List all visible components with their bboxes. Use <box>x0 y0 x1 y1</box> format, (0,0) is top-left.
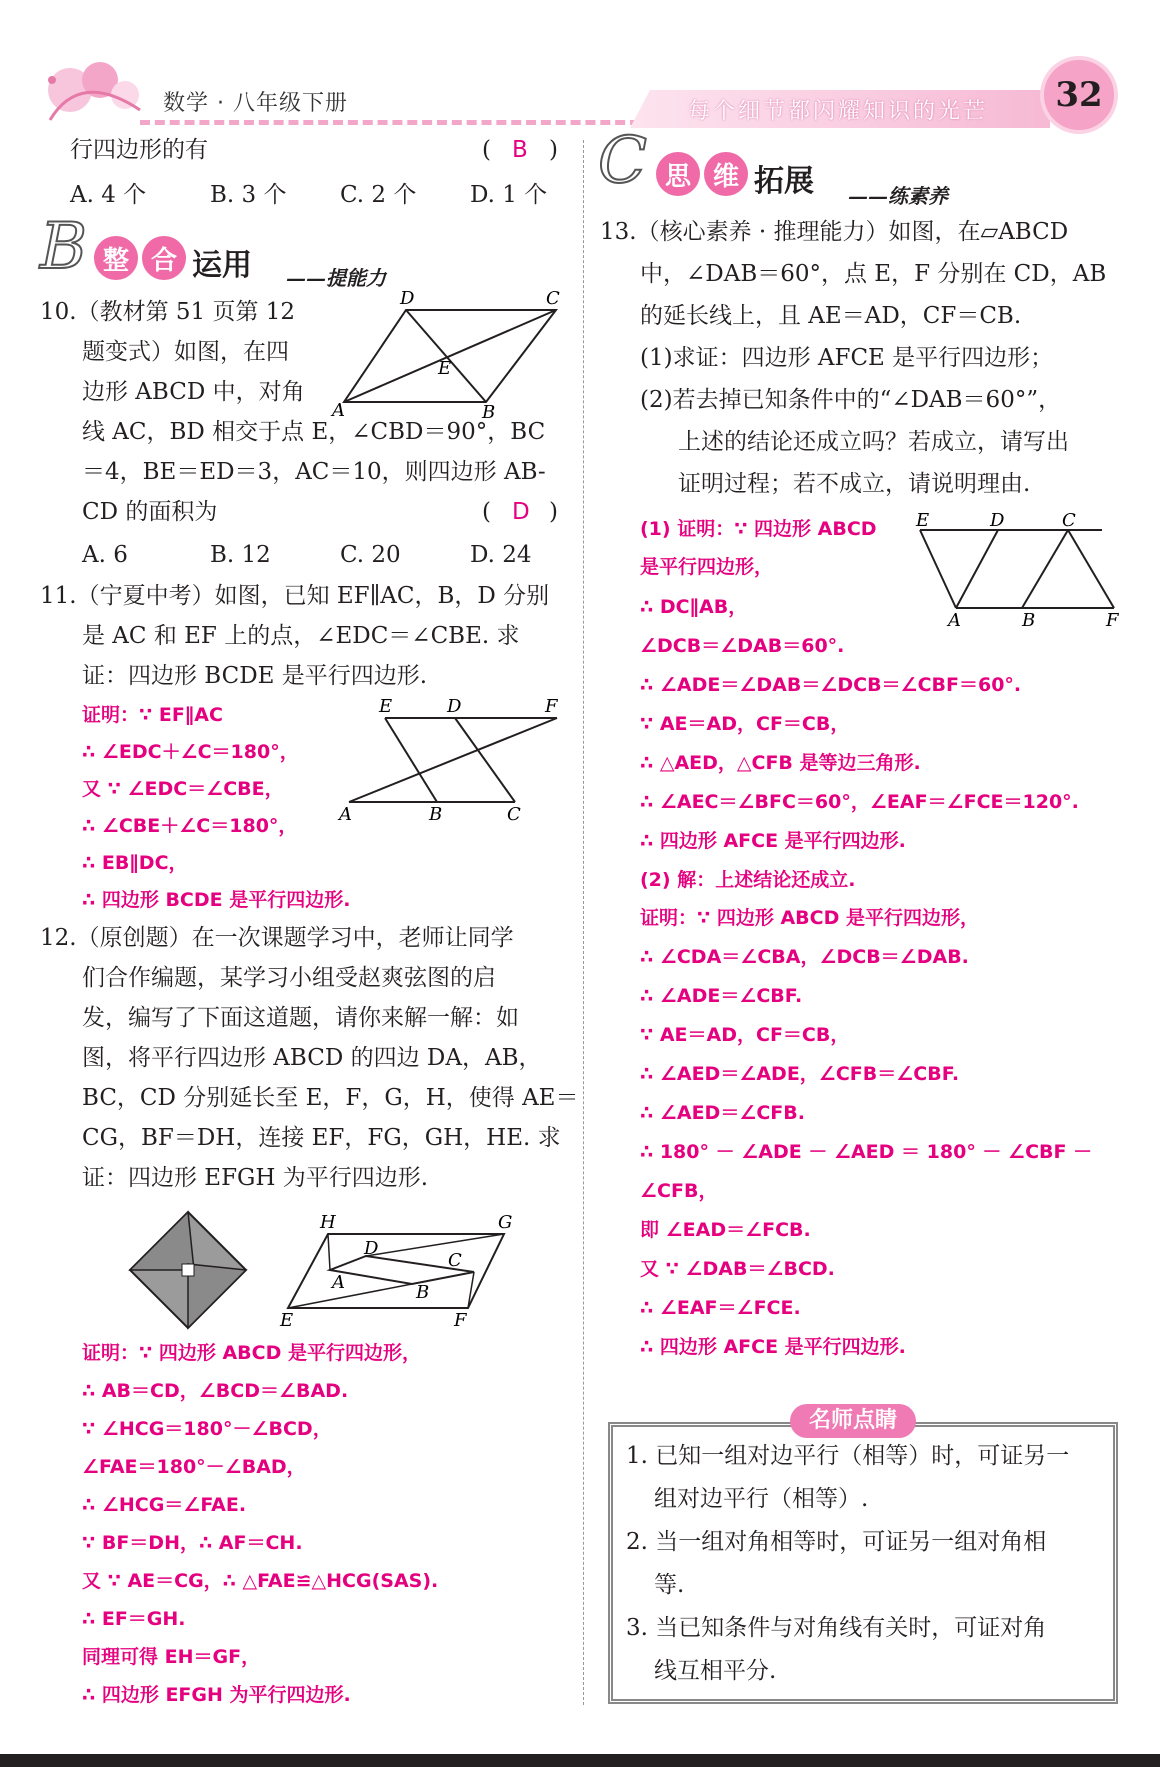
q13-sol1-line-6: ∵ AE＝AD，CF＝CB， <box>640 713 850 735</box>
q13-sol1-line-1: (1) 证明：∵ 四边形 ABCD <box>640 518 877 540</box>
q11-line-3: 证：四边形 BCDE 是平行四边形. <box>82 663 428 689</box>
page-header <box>0 0 1160 140</box>
q12-line-2: 们合作编题，某学习小组受赵爽弦图的启 <box>82 965 496 991</box>
q11-label-d: D <box>447 698 462 717</box>
q13-sol1-line-9: ∴ 四边形 AFCE 是平行四边形. <box>640 830 906 852</box>
q10-label-e: E <box>438 358 452 379</box>
q11-solution-6: ∴ 四边形 BCDE 是平行四边形. <box>82 889 351 911</box>
section-b-bubble-1: 整 <box>94 236 138 280</box>
q13-line-5: (2)若去掉已知条件中的“∠DAB＝60°”， <box>640 387 1062 413</box>
q10-option-d: D. 24 <box>470 542 532 568</box>
q12-label-e: E <box>280 1310 294 1331</box>
page-number: 32 <box>1055 75 1103 115</box>
column-divider <box>583 140 584 1705</box>
q10-line-1: 10.（教材第 51 页第 12 <box>40 299 296 325</box>
q10-line-2: 题变式）如图，在四 <box>82 339 289 365</box>
q10-option-a: A. 6 <box>82 542 128 568</box>
tips-line-3: 2. 当一组对角相等时，可证另一组对角相 <box>626 1529 1047 1555</box>
tips-line-4: 等. <box>654 1572 685 1598</box>
q11-solution-1: 证明：∵ EF∥AC <box>82 704 223 726</box>
q9-answer: B <box>512 137 528 163</box>
q12-line-6: CG，BF＝DH，连接 EF，FG，GH，HE. 求 <box>82 1125 561 1151</box>
q9-paren-open: ( <box>482 137 491 163</box>
q10-line-5: ＝4，BE＝ED＝3，AC＝10，则四边形 AB- <box>82 459 546 485</box>
q11-line-1: 11.（宁夏中考）如图，已知 EF∥AC，B，D 分别 <box>40 583 550 609</box>
q11-solution-2: ∴ ∠EDC＋∠C＝180°， <box>82 741 299 763</box>
q13-line-7: 证明过程；若不成立，请说明理由. <box>678 471 1031 497</box>
section-c-title: 拓展 <box>754 164 814 199</box>
q13-label-a: A <box>948 610 961 628</box>
section-b-subtitle: ——提能力 <box>286 266 386 290</box>
q13-sol2-line-3: ∴ ∠CDA＝∠CBA，∠DCB＝∠DAB. <box>640 946 969 968</box>
q13-line-4: (1)求证：四边形 AFCE 是平行四边形； <box>640 345 1054 371</box>
q13-figure <box>906 512 1126 628</box>
q12-label-g: G <box>498 1212 513 1233</box>
q13-sol2-line-8: ∴ 180° － ∠ADE － ∠AED ＝ 180° － ∠CBF － <box>640 1141 1093 1163</box>
q10-line-6: CD 的面积为 <box>82 499 218 525</box>
q12-label-b: B <box>416 1282 430 1303</box>
q9-paren-close: ) <box>549 137 558 163</box>
q12-solution-9: 同理可得 EH＝GF， <box>82 1646 261 1668</box>
q13-sol2-line-6: ∴ ∠AED＝∠ADE，∠CFB＝∠CBF. <box>640 1063 960 1085</box>
q13-sol2-line-10: 即 ∠EAD＝∠FCB. <box>640 1219 811 1241</box>
q13-line-1: 13.（核心素养 · 推理能力）如图，在▱ABCD <box>600 219 1069 245</box>
section-b-bubble-2: 合 <box>142 236 186 280</box>
q11-solution-4: ∴ ∠CBE＋∠C＝180°， <box>82 815 298 837</box>
q11-label-e: E <box>379 698 393 717</box>
q12-label-c: C <box>448 1250 462 1271</box>
q13-sol1-line-7: ∴ △AED，△CFB 是等边三角形. <box>640 752 921 774</box>
q12-solution-10: ∴ 四边形 EFGH 为平行四边形. <box>82 1684 351 1706</box>
q9-option-b: B. 3 个 <box>210 182 287 208</box>
q10-line-3: 边形 ABCD 中，对角 <box>82 379 305 405</box>
tips-line-6: 线互相平分. <box>654 1658 777 1684</box>
q13-line-2: 中，∠DAB＝60°，点 E，F 分别在 CD，AB <box>640 261 1107 287</box>
q12-solution-2: ∴ AB＝CD，∠BCD＝∠BAD. <box>82 1380 349 1402</box>
section-b-letter: B <box>40 210 88 284</box>
q12-line-4: 图，将平行四边形 ABCD 的四边 DA，AB， <box>82 1045 542 1071</box>
q12-line-1: 12.（原创题）在一次课题学习中，老师让同学 <box>40 925 514 951</box>
q12-label-h: H <box>320 1212 336 1233</box>
q12-label-f: F <box>454 1310 467 1331</box>
q13-sol2-line-9: ∠CFB， <box>640 1180 718 1202</box>
q13-sol2-line-5: ∵ AE＝AD，CF＝CB， <box>640 1024 850 1046</box>
header-slogan: 每个细节都闪耀知识的光芒 <box>688 99 989 124</box>
q13-sol1-line-3: ∴ DC∥AB， <box>640 596 748 618</box>
q13-sol2-line-4: ∴ ∠ADE＝∠CBF. <box>640 985 803 1007</box>
q9-option-a: A. 4 个 <box>70 182 147 208</box>
q13-sol2-line-2: 证明：∵ 四边形 ABCD 是平行四边形， <box>640 907 979 929</box>
q13-sol1-line-5: ∴ ∠ADE＝∠DAB＝∠DCB＝∠CBF＝60°. <box>640 674 1022 696</box>
section-c-letter: C <box>598 124 647 198</box>
q10-paren-open: ( <box>482 499 491 525</box>
q12-solution-6: ∵ BF＝DH，∴ AF＝CH. <box>82 1532 303 1554</box>
q9-option-c: C. 2 个 <box>340 182 417 208</box>
tips-line-2: 组对边平行（相等）. <box>654 1486 869 1512</box>
q10-answer: D <box>512 499 530 525</box>
q13-line-6: 上述的结论还成立吗？若成立，请写出 <box>678 429 1069 455</box>
q11-label-c: C <box>507 804 521 825</box>
q12-label-d: D <box>364 1238 379 1259</box>
q13-label-b: B <box>1022 610 1036 628</box>
q13-sol2-line-12: ∴ ∠EAF＝∠FCE. <box>640 1297 801 1319</box>
q12-figure <box>278 1212 528 1332</box>
q11-label-a: A <box>339 804 352 825</box>
section-c-subtitle: ——练素养 <box>848 184 948 208</box>
q11-line-2: 是 AC 和 EF 上的点，∠EDC＝∠CBE. 求 <box>82 623 520 649</box>
q9-option-d: D. 1 个 <box>470 182 548 208</box>
tips-line-5: 3. 当已知条件与对角线有关时，可证对角 <box>626 1615 1047 1641</box>
q12-solution-8: ∴ EF＝GH. <box>82 1608 186 1630</box>
book-title: 数学 · 八年级下册 <box>163 91 348 116</box>
q10-line-4: 线 AC，BD 相交于点 E，∠CBD＝90°，BC <box>82 419 546 445</box>
q13-sol2-line-7: ∴ ∠AED＝∠CFB. <box>640 1102 805 1124</box>
q10-label-d: D <box>400 290 415 309</box>
section-c-bubble-2: 维 <box>704 152 748 196</box>
q10-paren-close: ) <box>549 499 558 525</box>
header-dashed-line <box>140 120 640 125</box>
q12-label-a: A <box>332 1272 345 1293</box>
tips-title: 名师点睛 <box>790 1404 916 1438</box>
q10-label-b: B <box>482 402 496 420</box>
bottom-edge-bar <box>0 1754 1160 1767</box>
q12-line-5: BC，CD 分别延长至 E，F，G，H，使得 AE＝ <box>82 1085 579 1111</box>
q12-line-7: 证：四边形 EFGH 为平行四边形. <box>82 1165 429 1191</box>
q13-label-c: C <box>1062 512 1076 531</box>
q10-figure <box>330 290 570 420</box>
q13-sol2-line-1: (2) 解：上述结论还成立. <box>640 869 856 891</box>
q12-solution-4: ∠FAE＝180°－∠BAD， <box>82 1456 306 1478</box>
q10-label-a: A <box>332 400 345 420</box>
q10-option-c: C. 20 <box>340 542 401 568</box>
q9-stem-tail: 行四边形的有 <box>70 137 208 163</box>
q12-solution-1: 证明：∵ 四边形 ABCD 是平行四边形， <box>82 1342 421 1364</box>
flower-ornament-icon <box>40 50 150 130</box>
q10-option-b: B. 12 <box>210 542 271 568</box>
q13-label-e: E <box>916 512 930 531</box>
q11-label-f: F <box>545 698 558 717</box>
q10-label-c: C <box>546 290 560 309</box>
q13-sol1-line-2: 是平行四边形， <box>640 556 774 578</box>
q12-solution-5: ∴ ∠HCG＝∠FAE. <box>82 1494 247 1516</box>
q11-figure <box>335 698 575 828</box>
q13-label-f: F <box>1106 610 1119 628</box>
section-c-bubble-1: 思 <box>656 152 700 196</box>
zhao-shuang-diagram <box>126 1208 252 1330</box>
q13-sol1-line-8: ∴ ∠AEC＝∠BFC＝60°，∠EAF＝∠FCE＝120°. <box>640 791 1079 813</box>
q12-solution-3: ∵ ∠HCG＝180°－∠BCD， <box>82 1418 332 1440</box>
tips-line-1: 1. 已知一组对边平行（相等）时，可证另一 <box>626 1443 1070 1469</box>
page-number-badge <box>1040 56 1118 134</box>
q13-sol2-line-11: 又 ∵ ∠DAB＝∠BCD. <box>640 1258 835 1280</box>
section-b-title: 运用 <box>192 248 252 283</box>
q11-solution-3: 又 ∵ ∠EDC＝∠CBE， <box>82 778 284 800</box>
q11-label-b: B <box>429 804 443 825</box>
q12-line-3: 发，编写了下面这道题，请你来解一解：如 <box>82 1005 519 1031</box>
q11-solution-5: ∴ EB∥DC， <box>82 852 188 874</box>
q13-line-3: 的延长线上，且 AE＝AD，CF＝CB. <box>640 303 1022 329</box>
q13-sol2-line-13: ∴ 四边形 AFCE 是平行四边形. <box>640 1336 906 1358</box>
q13-label-d: D <box>990 512 1005 531</box>
q13-sol1-line-4: ∠DCB＝∠DAB＝60°. <box>640 635 845 657</box>
q12-solution-7: 又 ∵ AE＝CG，∴ △FAE≌△HCG(SAS). <box>82 1570 439 1592</box>
